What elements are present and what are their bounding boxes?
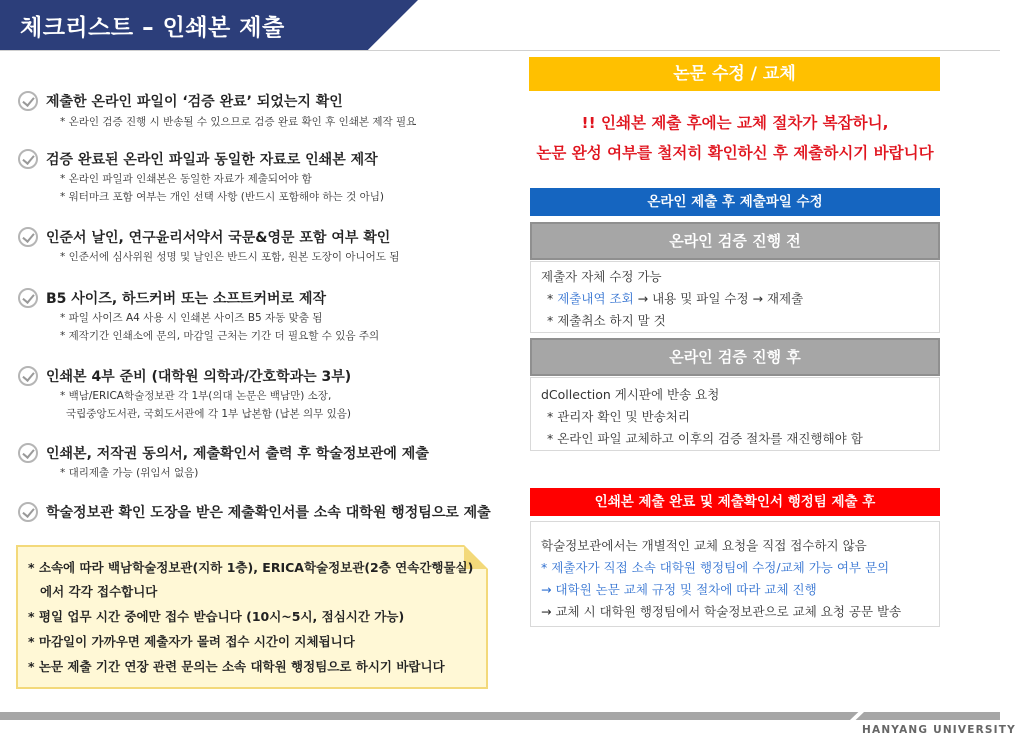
before-verification-label: 온라인 검증 진행 전: [530, 222, 940, 260]
check-icon: [18, 288, 38, 308]
notice-line: * 논문 제출 기간 연장 관련 문의는 소속 대학원 행정팀으로 하시기 바랍니다: [28, 659, 445, 674]
after-verification-panel: [530, 377, 940, 451]
notice-line: * 소속에 따라 백남학술정보관(지하 1층), ERICA학술정보관(2층 연속간행물실): [28, 560, 474, 575]
panel-text: dCollection 게시판에 반송 요청: [541, 387, 720, 402]
after-verification-label: 온라인 검증 진행 후: [530, 338, 940, 376]
notice-line: * 마감일이 가까우면 제출자가 몰려 접수 시간이 지체됩니다: [28, 634, 355, 649]
warning-text: 논문 완성 여부를 철저히 확인하신 후 제출하시기 바랍니다: [536, 144, 934, 162]
print-submission-panel: [530, 521, 940, 627]
notice-box-edge: [486, 569, 488, 689]
check-icon: [18, 91, 38, 111]
notice-line: 에서 각각 접수합니다: [40, 584, 158, 599]
check-item-note: * 워터마크 포함 여부는 개인 선택 사항 (반드시 포함해야 하는 것 아님): [60, 191, 385, 203]
before-verification-panel: [530, 261, 940, 333]
panel-text: * 관리자 확인 및 반송처리: [547, 409, 690, 424]
check-item-note: * 파일 사이즈 A4 사용 시 인쇄본 사이즈 B5 자동 맞춤 됨: [60, 312, 323, 324]
check-item-title: B5 사이즈, 하드커버 또는 소프트커버로 제작: [46, 291, 327, 307]
notice-line: * 평일 업무 시간 중에만 접수 받습니다 (10시~5시, 점심시간 가능): [28, 609, 405, 624]
check-icon: [18, 366, 38, 386]
print-submission-header: 인쇄본 제출 완료 및 제출확인서 행정팀 제출 후: [530, 488, 940, 516]
check-item-note: * 대리제출 가능 (위임서 없음): [60, 467, 199, 479]
check-item-note: * 온라인 파일과 인쇄본은 동일한 자료가 제출되어야 함: [60, 173, 312, 185]
panel-text: → 대학원 논문 교체 규정 및 절차에 따라 교체 진행: [541, 582, 817, 597]
check-icon: [18, 443, 38, 463]
panel-text: 제출자 자체 수정 가능: [541, 269, 662, 284]
check-item-title: 제출한 온라인 파일이 ‘검증 완료’ 되었는지 확인: [46, 94, 343, 110]
revision-banner: 논문 수정 / 교체: [529, 57, 940, 91]
check-item-note: * 제작기간 인쇄소에 문의, 마감일 근처는 기간 더 필요할 수 있음 주의: [60, 330, 380, 342]
header-divider: [0, 50, 1000, 51]
page-title: 체크리스트 – 인쇄본 제출: [20, 15, 285, 41]
check-item-note: * 온라인 검증 진행 시 반송될 수 있으므로 검증 완료 확인 후 인쇄본 제작 필요: [60, 116, 417, 128]
panel-text: * 제출내역 조회 → 내용 및 파일 수정 → 재제출: [547, 291, 804, 306]
panel-text: → 교체 시 대학원 행정팀에서 학술정보관으로 교체 요청 공문 발송: [541, 604, 902, 619]
check-item-title: 인쇄본, 저작권 동의서, 제출확인서 출력 후 학술정보관에 제출: [46, 446, 429, 462]
warning-text: !! 인쇄본 제출 후에는 교체 절차가 복잡하니,: [581, 114, 889, 132]
check-item-title: 검증 완료된 온라인 파일과 동일한 자료로 인쇄본 제작: [46, 152, 378, 168]
check-icon: [18, 227, 38, 247]
check-item-note: * 백남/ERICA학술정보관 각 1부(의대 논문은 백남만) 소장,: [60, 390, 332, 402]
check-item-title: 인준서 날인, 연구윤리서약서 국문&영문 포함 여부 확인: [46, 230, 391, 246]
university-brand: HANYANG UNIVERSITY: [862, 724, 1016, 736]
panel-text: * 온라인 파일 교체하고 이후의 검증 절차를 재진행해야 함: [547, 431, 863, 446]
check-item-title: 학술정보관 확인 도장을 받은 제출확인서를 소속 대학원 행정팀으로 제출: [46, 505, 491, 521]
panel-text: 학술정보관에서는 개별적인 교체 요청을 직접 접수하지 않음: [541, 538, 867, 553]
check-item-note: 국립중앙도서관, 국회도서관에 각 1부 납본함 (납본 의무 있음): [66, 408, 352, 420]
check-item-title: 인쇄본 4부 준비 (대학원 의학과/간호학과는 3부): [46, 369, 352, 385]
footer-bar: [0, 712, 1000, 720]
panel-text: * 제출자가 직접 소속 대학원 행정팀에 수정/교체 가능 여부 문의: [541, 560, 890, 575]
check-icon: [18, 149, 38, 169]
online-revision-header: 온라인 제출 후 제출파일 수정: [530, 188, 940, 216]
check-item-note: * 인준서에 심사위원 성명 및 날인은 반드시 포함, 원본 도장이 아니어도 됨: [60, 251, 400, 263]
submission-history-link[interactable]: 제출내역 조회: [557, 291, 634, 306]
panel-text: * 제출취소 하지 말 것: [547, 313, 666, 328]
check-icon: [18, 502, 38, 522]
